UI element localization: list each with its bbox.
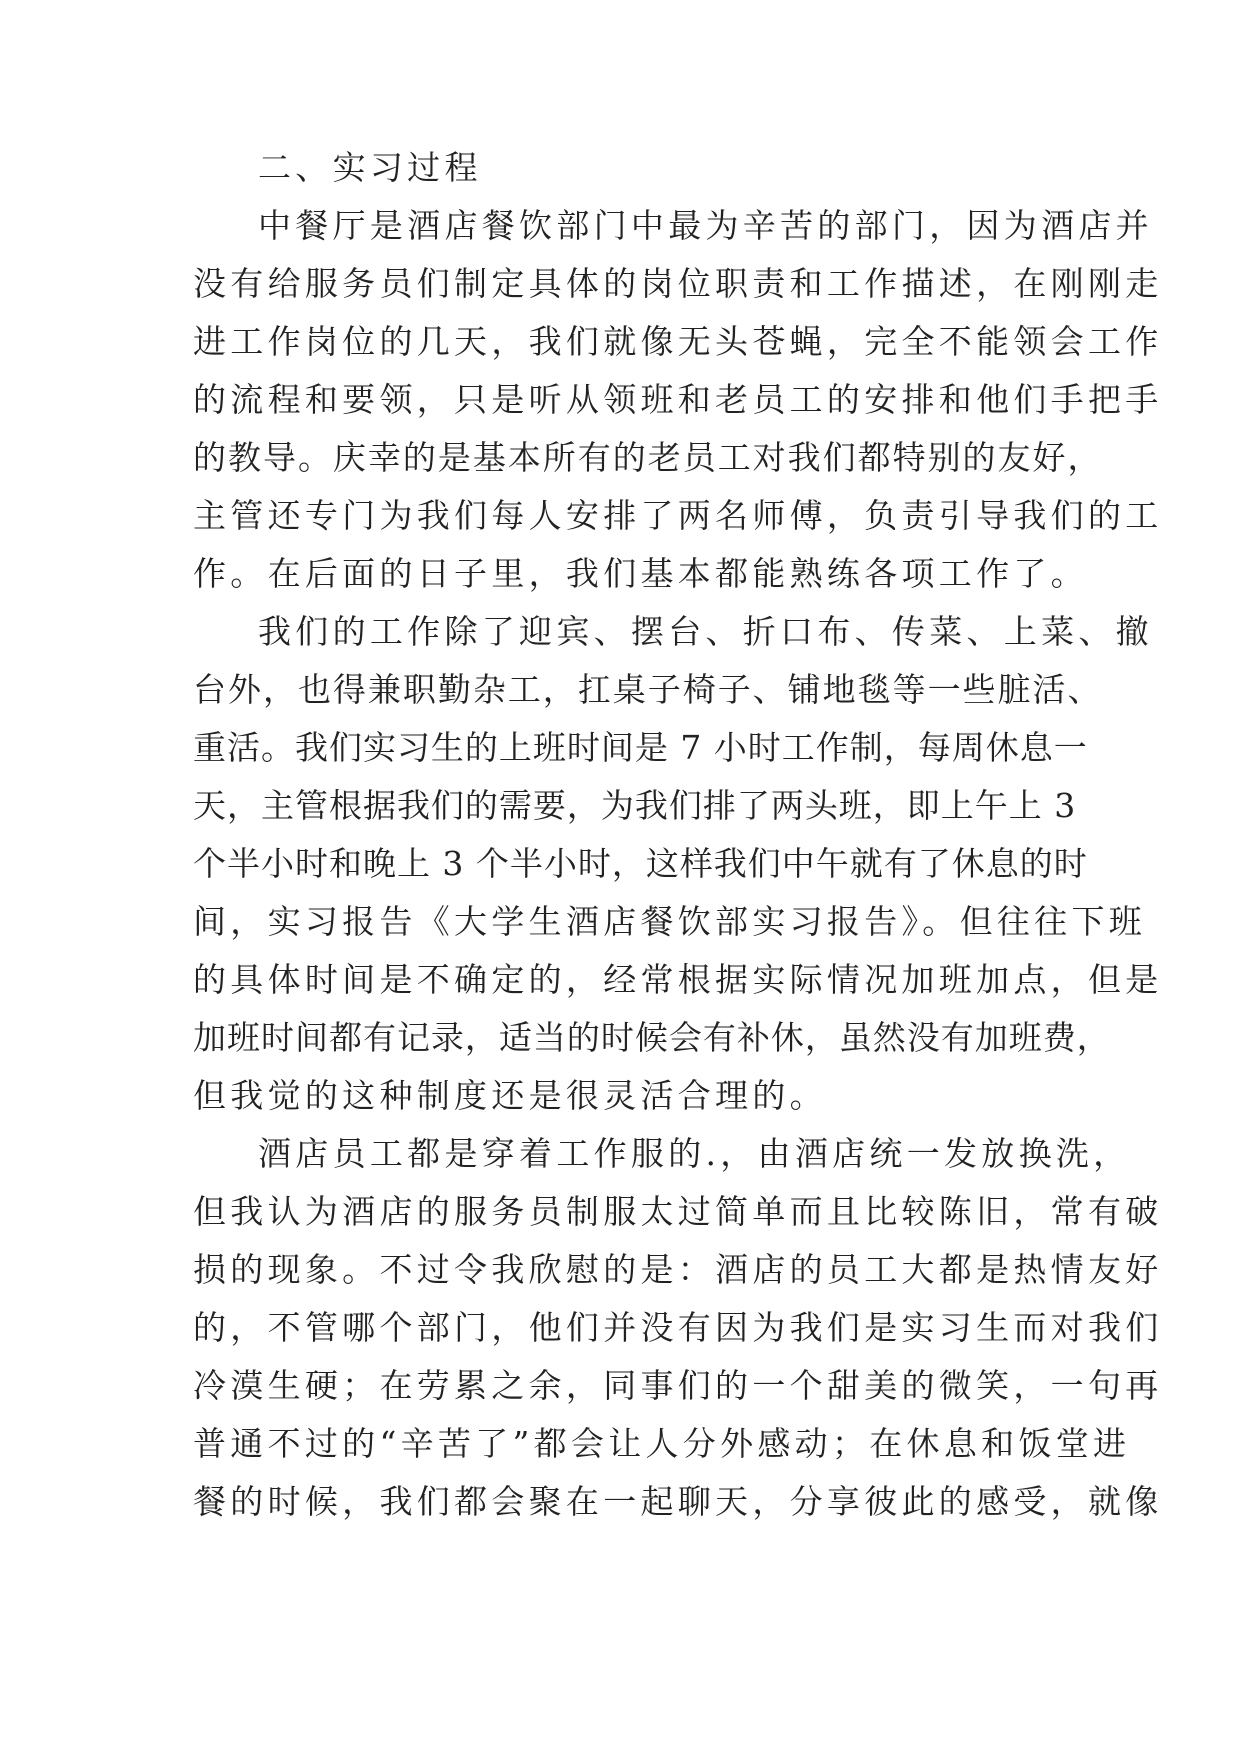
paragraph-line: 但我觉的这种制度还是很灵活合理的。 [193, 1076, 827, 1115]
paragraph-line: 我们的工作除了迎宾、摆台、折口布、传菜、上菜、撤 [258, 612, 1153, 651]
paragraph-line: 台外，也得兼职勤杂工，扛桌子椅子、铺地毯等一些脏活、 [193, 670, 1103, 709]
paragraph-line: 的具体时间是不确定的，经常根据实际情况加班加点，但是 [193, 960, 1163, 999]
paragraph-line: 普通不过的“辛苦了”都会让人分外感动；在休息和饭堂进 [193, 1424, 1131, 1463]
paragraph-line: 但我认为酒店的服务员制服太过简单而且比较陈旧，常有破 [193, 1192, 1163, 1231]
paragraph-line: 进工作岗位的几天，我们就像无头苍蝇，完全不能领会工作 [193, 322, 1163, 361]
paragraph-line: 中餐厅是酒店餐饮部门中最为辛苦的部门，因为酒店并 [258, 206, 1153, 245]
paragraph-line: 的教导。庆幸的是基本所有的老员工对我们都特别的友好， [193, 438, 1103, 477]
paragraph-line: 作。在后面的日子里，我们基本都能熟练各项工作了。 [193, 554, 1088, 593]
paragraph-line: 酒店员工都是穿着工作服的.，由酒店统一发放换洗， [258, 1134, 1131, 1173]
paragraph-line: 间，实习报告《大学生酒店餐饮部实习报告》。但往往下班 [193, 902, 1147, 941]
paragraph-line: 个半小时和晚上 3 个半小时，这样我们中午就有了休息的时 [193, 844, 1088, 883]
section-heading: 二、实习过程 [258, 148, 482, 187]
paragraph-line: 损的现象。不过令我欣慰的是：酒店的员工大都是热情友好 [193, 1250, 1163, 1289]
paragraph-line: 主管还专门为我们每人安排了两名师傅，负责引导我们的工 [193, 496, 1163, 535]
paragraph-line: 的流程和要领，只是听从领班和老员工的安排和他们手把手 [193, 380, 1163, 419]
paragraph-line: 没有给服务员们制定具体的岗位职责和工作描述，在刚刚走 [193, 264, 1163, 303]
paragraph-line: 天，主管根据我们的需要，为我们排了两头班，即上午上 3 [193, 786, 1077, 825]
paragraph-line: 的，不管哪个部门，他们并没有因为我们是实习生而对我们 [193, 1308, 1163, 1347]
paragraph-line: 餐的时候，我们都会聚在一起聊天，分享彼此的感受，就像 [193, 1482, 1163, 1521]
paragraph-line: 加班时间都有记录，适当的时候会有补休，虽然没有加班费， [193, 1018, 1111, 1057]
paragraph-line: 重活。我们实习生的上班时间是 7 小时工作制，每周休息一 [193, 728, 1088, 767]
paragraph-line: 冷漠生硬；在劳累之余，同事们的一个甜美的微笑，一句再 [193, 1366, 1163, 1405]
